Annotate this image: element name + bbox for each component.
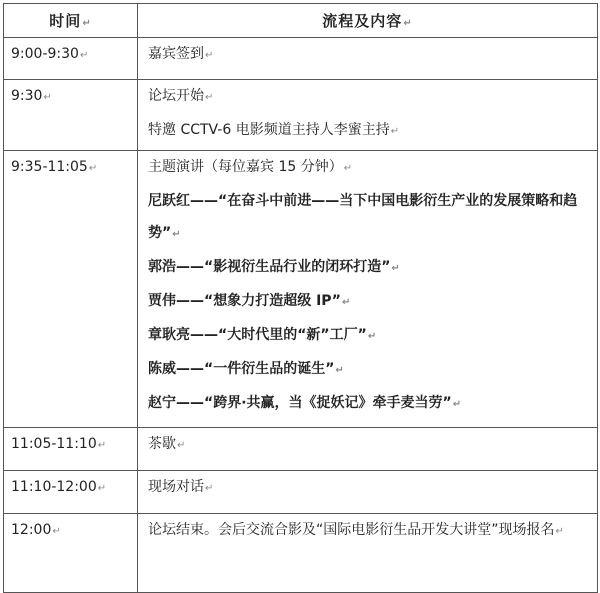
content-cell: 论坛结束。会后交流合影及“国际电影衍生品开发大讲堂”现场报名↵ xyxy=(138,514,598,593)
content-cell: 主题演讲（每位嘉宾 15 分钟）↵ 尼跃红——“在奋斗中前进——当下中国电影衍生产业的发展策略和趋势”↵ 郭浩——“影视衍生品行业的闭环打造”↵ 贾伟——“想象力打造超级 IP”↵ 章耿亮——“大时代里的“新”工厂”↵ 陈威——“一件衍生品的诞生”↵ 赵宁——“跨界·共赢，当《捉妖记》牵手麦当劳”↵ xyxy=(138,151,598,428)
table-row xyxy=(4,428,598,471)
content-cell: 现场对话↵ xyxy=(138,471,598,514)
content-cell: 茶歇↵ xyxy=(138,428,598,471)
speech-zhaoning: 赵宁——“跨界·共赢，当《捉妖记》牵手麦当劳”↵ xyxy=(148,395,462,411)
time-cell: 9:35-11:05↵ xyxy=(4,151,138,428)
speech-chenwei: 陈威——“一件衍生品的诞生”↵ xyxy=(148,361,344,377)
speech-zhanggengliang: 章耿亮——“大时代里的“新”工厂”↵ xyxy=(148,327,377,343)
table-row xyxy=(4,38,598,80)
speech-nieyuehong: 尼跃红——“在奋斗中前进——当下中国电影衍生产业的发展策略和趋势”↵ xyxy=(148,193,578,241)
time-cell: 9:30↵ xyxy=(4,80,138,151)
time-cell: 9:00-9:30↵ xyxy=(4,38,138,80)
speech-jiawei: 贾伟——“想象力打造超级 IP”↵ xyxy=(148,293,351,309)
schedule-table xyxy=(3,3,598,593)
speech-guohao: 郭浩——“影视衍生品行业的闭环打造”↵ xyxy=(148,259,400,275)
time-cell: 12:00↵ xyxy=(4,514,138,593)
table-row xyxy=(4,471,598,514)
content-cell: 论坛开始↵ 特邀 CCTV-6 电影频道主持人李蜜主持↵ xyxy=(138,80,598,151)
header-row xyxy=(4,4,598,38)
table-row xyxy=(4,514,598,593)
header-content: 流程及内容↵ xyxy=(138,4,598,38)
time-cell: 11:05-11:10↵ xyxy=(4,428,138,471)
table-row xyxy=(4,80,598,151)
table-row xyxy=(4,151,598,428)
content-cell: 嘉宾签到↵ xyxy=(138,38,598,80)
header-time: 时间↵ xyxy=(4,4,138,38)
time-cell: 11:10-12:00↵ xyxy=(4,471,138,514)
